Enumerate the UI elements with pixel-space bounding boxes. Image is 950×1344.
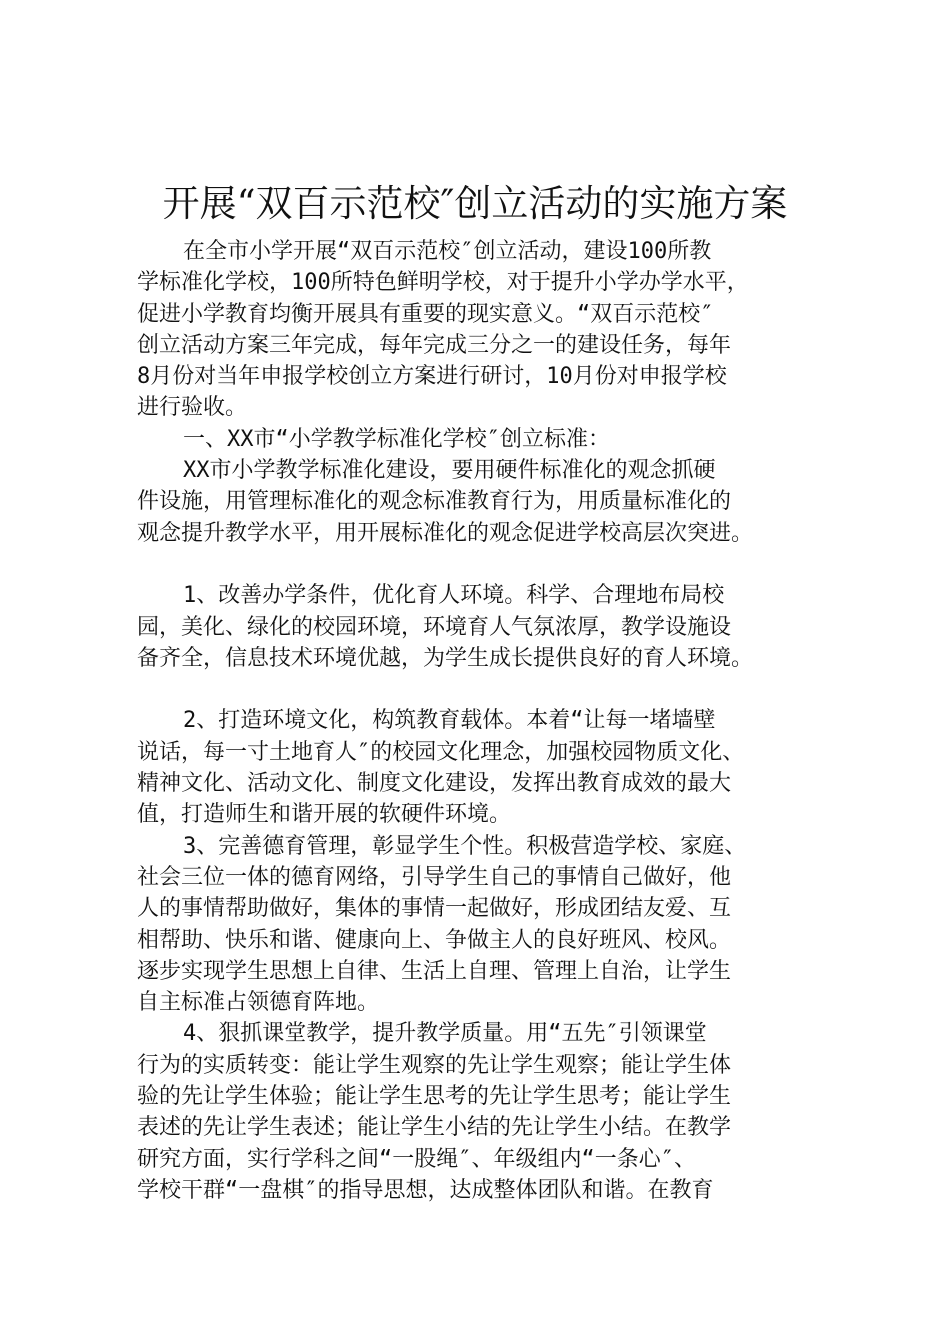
text-line: 精神文化、活动文化、制度文化建设，发挥出教育成效的最大 [137,771,732,797]
document-body [137,236,827,1206]
text-line: 备齐全，信息技术环境优越，为学生成长提供良好的育人环境。 [137,645,754,671]
text-line: 研究方面，实行学科之间“一股绳″、年级组内“一条心″、 [137,1146,696,1172]
document-title: 开展“双百示范校″创立活动的实施方案 [162,182,788,225]
text-line: 4、狠抓课堂教学，提升教学质量。用“五先″引领课堂 [183,1021,707,1047]
text-line: 1、改善办学条件，优化育人环境。科学、合理地布局校 [183,583,725,609]
text-line: 进行验收。 [137,395,248,421]
text-line: 观念提升教学水平，用开展标准化的观念促进学校高层次突进。 [137,520,754,546]
paragraph-gap [137,549,827,580]
paragraph-item-4 [137,1018,827,1206]
section-heading [137,424,827,455]
text-line: 一、XX市“小学教学标准化学校″创立标准： [183,426,610,452]
text-line: 逐步实现学生思想上自律、生活上自理、管理上自治，让学生 [137,958,732,984]
text-line: 相帮助、快乐和谐、健康向上、争做主人的良好班风、校风。 [137,927,732,953]
text-line: 值，打造师生和谐开展的软硬件环境。 [137,802,512,828]
text-line: 学校干群“一盘棋″的指导思想，达成整体团队和谐。在教育 [137,1177,714,1203]
text-line: 创立活动方案三年完成，每年完成三分之一的建设任务，每年 [137,332,732,358]
text-line: 人的事情帮助做好，集体的事情一起做好，形成团结友爱、互 [137,896,732,922]
text-line: 说话，每一寸土地育人″的校园文化理念，加强校园物质文化、 [137,739,745,765]
text-line: 3、完善德育管理，彰显学生个性。积极营造学校、家庭、 [183,833,747,859]
text-line: 在全市小学开展“双百示范校″创立活动，建设100所教 [183,239,712,264]
text-line: 促进小学教育均衡开展具有重要的现实意义。“双百示范校″ [137,301,714,327]
paragraph-item-2 [137,705,827,830]
text-line: 2、打造环境文化，构筑教育载体。本着“让每一堵墙壁 [183,708,716,734]
paragraph-gap [137,674,827,705]
text-line: 8月份对当年申报学校创立方案进行研讨，10月份对申报学校 [137,364,727,390]
text-line: 园，美化、绿化的校园环境，环境育人气氛浓厚，教学设施设 [137,614,732,640]
text-line: 学标准化学校，100所特色鲜明学校，对于提升小学办学水平， [137,270,749,296]
text-line: XX市小学教学标准化建设，要用硬件标准化的观念抓硬 [183,458,716,484]
paragraph-item-3 [137,831,827,1019]
paragraph-intro [137,236,827,424]
text-line: 社会三位一体的德育网络，引导学生自己的事情自己做好，他 [137,864,732,890]
text-line: 行为的实质转变：能让学生观察的先让学生观察；能让学生体 [137,1052,732,1078]
text-line: 件设施，用管理标准化的观念标准教育行为，用质量标准化的 [137,489,732,515]
text-line: 验的先让学生体验；能让学生思考的先让学生思考；能让学生 [137,1084,732,1110]
paragraph-item-1 [137,580,827,674]
text-line: 表述的先让学生表述；能让学生小结的先让学生小结。在教学 [137,1115,732,1141]
paragraph-standards [137,455,827,549]
text-line: 自主标准占领德育阵地。 [137,990,380,1016]
